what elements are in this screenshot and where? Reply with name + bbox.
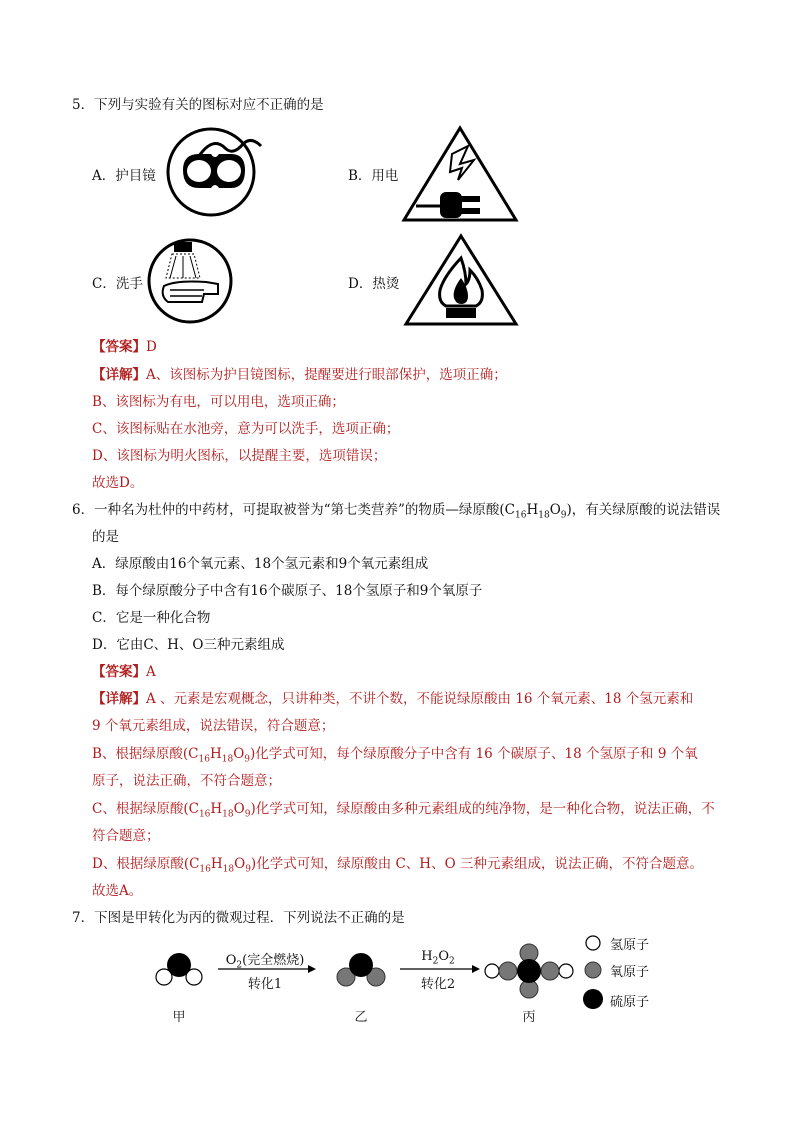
q5-option-a: A．护目镜	[92, 168, 156, 184]
q6-option-d: D．它由C、H、O三种元素组成	[92, 637, 285, 653]
legend-hydrogen: 氢原子	[610, 938, 650, 953]
q5-option-d: D．热烫	[348, 276, 400, 292]
arrow2-step: 转化2	[420, 977, 456, 992]
q6-stem-1: 6．一种名为杜仲的中药材，可提取被誉为“第七类营养”的物质—绿原酸$(C_{16}H_{18}O_9)$，有关绿原酸的说法错误	[72, 502, 721, 521]
q6-stem-2: 的是	[92, 529, 119, 545]
arrow2-reagent: $H_2O_2$	[421, 949, 455, 967]
answer-tag: 【答案】	[92, 664, 146, 680]
arrow1-step: 转化1	[247, 977, 283, 992]
legend-oxygen: 氧原子	[610, 965, 650, 980]
legend-hydrogen-swatch	[586, 936, 600, 950]
q6-detail-8: 故选A。	[92, 883, 143, 899]
q6-detail-1	[92, 690, 693, 708]
molecule-yi	[337, 953, 385, 986]
q6-detail-6: 符合题意；	[92, 828, 160, 844]
q5-stem: 5．下列与实验有关的图标对应不正确的是	[72, 97, 324, 113]
legend-sulfur-swatch	[583, 989, 603, 1009]
detail-text: A、该图标为护目镜图标，提醒要进行眼部保护，选项正确；	[146, 367, 507, 383]
q6-option-a: A．绿原酸由16个氧元素、18个氢元素和9个氧元素组成	[92, 556, 429, 572]
q5-detail-3: C、该图标贴在水池旁，意为可以洗手，选项正确；	[92, 421, 400, 437]
q5-detail-1	[92, 366, 507, 384]
detail-tag: 【详解】	[92, 367, 146, 383]
q5-detail-5: 故选D。	[92, 475, 144, 491]
q5-option-c: C．洗手	[92, 276, 143, 292]
detail-tag: 【详解】	[92, 691, 146, 707]
answer-value: A	[146, 664, 156, 680]
molecule-jia	[156, 953, 202, 985]
legend-oxygen-swatch	[585, 962, 601, 978]
label-bing: 丙	[522, 1010, 536, 1025]
q6-detail-2: 9 个氧元素组成，说法错误，符合题意；	[92, 718, 335, 734]
q7-stem: 7．下图是甲转化为丙的微观过程．下列说法不正确的是	[72, 910, 405, 926]
label-yi: 乙	[354, 1010, 368, 1025]
q6-option-b: B．每个绿原酸分子中含有16个碳原子、18个氢原子和9个氧原子	[92, 583, 483, 599]
q5-answer	[92, 338, 157, 356]
q6-detail-4: 原子，说法正确，不符合题意；	[92, 773, 281, 789]
flame-icon	[404, 232, 518, 326]
legend-sulfur: 硫原子	[610, 995, 650, 1010]
label-jia: 甲	[172, 1010, 186, 1025]
molecule-bing	[485, 944, 573, 998]
answer-value: D	[146, 339, 157, 355]
q6-detail-7: D、根据绿原酸$(C_{16}H_{18}O_9)$化学式可知，绿原酸由 C、H、O 三种元素组成，说法正确，不符合题意。	[92, 856, 703, 875]
arrow1-condition: $O_2$(完全燃烧)	[225, 953, 305, 971]
electric-plug-icon	[402, 124, 518, 222]
q5-detail-4: D、该图标为明火图标，以提醒主要，选项错误；	[92, 448, 387, 464]
q6-answer	[92, 663, 156, 681]
goggles-icon	[163, 126, 267, 216]
q5-option-b: B．用电	[348, 168, 399, 184]
q5-detail-2: B、该图标为有电，可以用电，选项正确；	[92, 394, 345, 410]
answer-tag: 【答案】	[92, 339, 146, 355]
q6-detail-5: C、根据绿原酸$(C_{16}H_{18}O_9)$化学式可知，绿原酸由多种元素组成的纯净物，是一种化合物，说法正确，不	[92, 801, 715, 820]
detail-text: A 、元素是宏观概念，只讲种类，不讲个数，不能说绿原酸由 16 个氧元素、18 个氢元素和	[146, 691, 694, 707]
q6-detail-3: B、根据绿原酸$(C_{16}H_{18}O_9)$化学式可知，每个绿原酸分子中含有 16 个碳原子、18 个氢原子和 9 个氧	[92, 746, 698, 765]
q6-option-c: C．它是一种化合物	[92, 610, 211, 626]
hand-wash-icon	[146, 238, 236, 324]
